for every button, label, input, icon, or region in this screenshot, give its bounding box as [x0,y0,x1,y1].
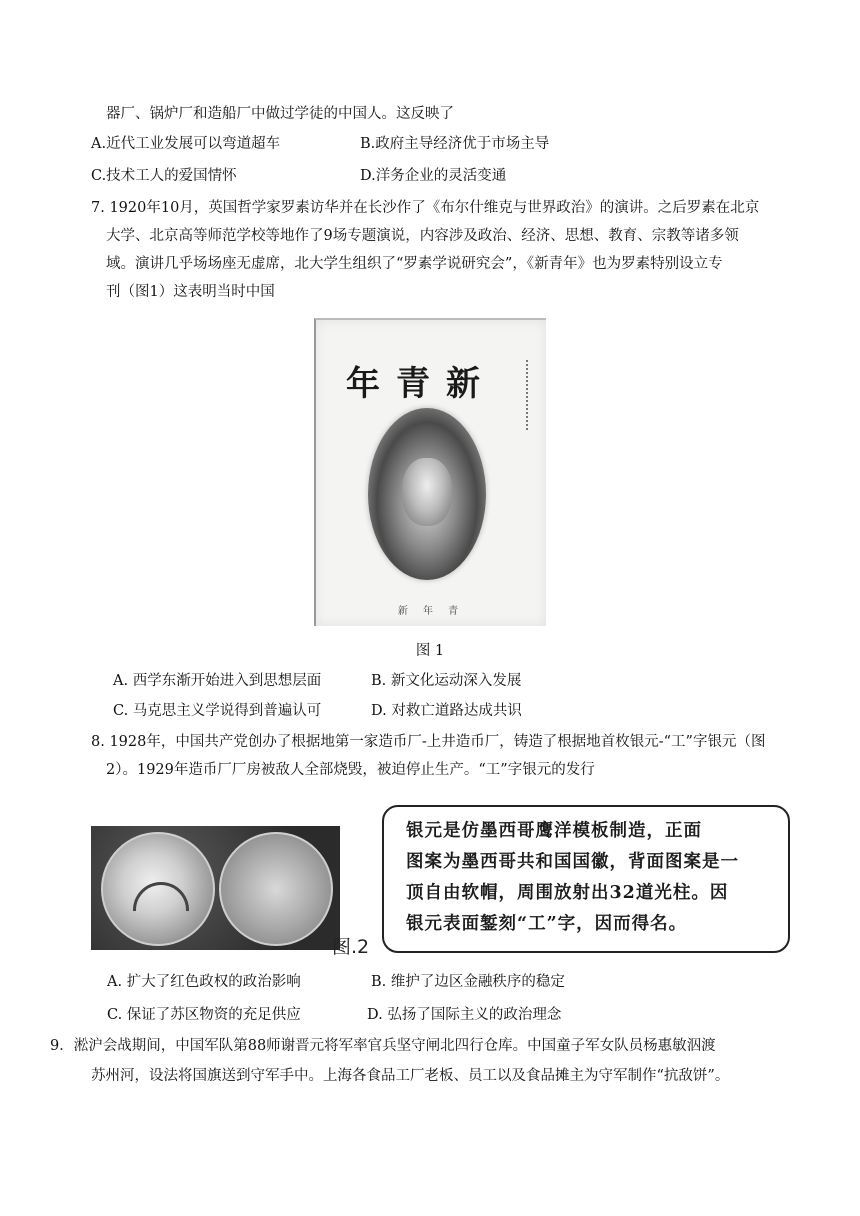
q6-option-a: A.近代工业发展可以弯道超车 [91,136,281,152]
figure-2-description-box [382,805,790,953]
figure-1-caption: 图 1 [415,643,445,659]
q6-stem-tail: 器厂、锅炉厂和造船厂中做过学徒的中国人。这反映了 [106,106,454,122]
q7-option-b: B. 新文化运动深入发展 [371,673,522,689]
q8-option-d: D. 弘扬了国际主义的政治理念 [367,1007,562,1023]
figure-1-side-marks [526,360,534,430]
q8-option-b: B. 维护了边区金融秩序的稳定 [371,974,565,990]
q7-stem-line-2: 大学、北京高等师范学校等地作了9场专题演说，内容涉及政治、经济、思想、教育、宗教等诸多领 [106,228,739,244]
radiating-cap-icon [133,882,189,911]
figure-1-face [402,458,452,526]
q7-stem-line-3: 域。演讲几乎场场座无虚席，北大学生组织了“罗素学说研究会”，《新青年》也为罗素特别设立专 [106,256,723,272]
q9-stem-line-2: 苏州河，设法将国旗送到守军手中。上海各食品工厂老板、员工以及食品摊主为守军制作“抗敌饼”。 [91,1068,730,1084]
figure-1-magazine-cover [314,318,546,626]
q8-stem-line-2: 2）。1929年造币厂厂房被敌人全部烧毁，被迫停止生产。“工”字银元的发行 [106,762,595,778]
figure-2-box-line-3: 顶自由软帽，周围放射出32道光柱。因 [406,883,729,903]
q6-option-b: B.政府主导经济优于市场主导 [360,136,550,152]
figure-2-box-line-2: 图案为墨西哥共和国国徽，背面图案是一 [406,852,739,872]
figure-2-box-line-4: 银元表面錾刻“工”字，因而得名。 [406,914,688,934]
q7-option-a: A. 西学东渐开始进入到思想层面 [113,673,322,689]
q8-stem-line-1: 8. 1928年，中国共产党创办了根据地第一家造币厂-上井造币厂，铸造了根据地首枚银元-“工”字银元（图 [91,734,766,750]
figure-2-label: 图.2 [332,936,370,958]
q8-option-a: A. 扩大了红色政权的政治影响 [107,974,301,990]
coin-front-icon [101,832,215,946]
figure-1-portrait [368,408,486,580]
q6-option-c: C.技术工人的爱国情怀 [91,168,237,184]
q7-option-c: C. 马克思主义学说得到普遍认可 [113,703,322,719]
q9-stem-line-1: 9．淞沪会战期间，中国军队第88师谢晋元将军率官兵坚守闸北四行仓库。中国童子军女队员杨惠敏泅渡 [50,1038,716,1054]
q7-stem-line-1: 7. 1920年10月，英国哲学家罗素访华并在长沙作了《布尔什维克与世界政治》的演讲。之后罗素在北京 [91,200,760,216]
q6-option-d: D.洋务企业的灵活变通 [360,168,507,184]
figure-1-title: 年青新 [346,364,496,404]
q7-option-d: D. 对救亡道路达成共识 [371,703,522,719]
figure-2-box-line-1: 银元是仿墨西哥鹰洋模板制造，正面 [406,821,702,841]
figure-1-footer: 新 年 青 [397,606,465,617]
coin-back-icon [219,832,333,946]
q7-stem-line-4: 刊（图1）这表明当时中国 [106,284,275,300]
q8-option-c: C. 保证了苏区物资的充足供应 [107,1007,301,1023]
figure-2-coin-photo [91,826,340,950]
